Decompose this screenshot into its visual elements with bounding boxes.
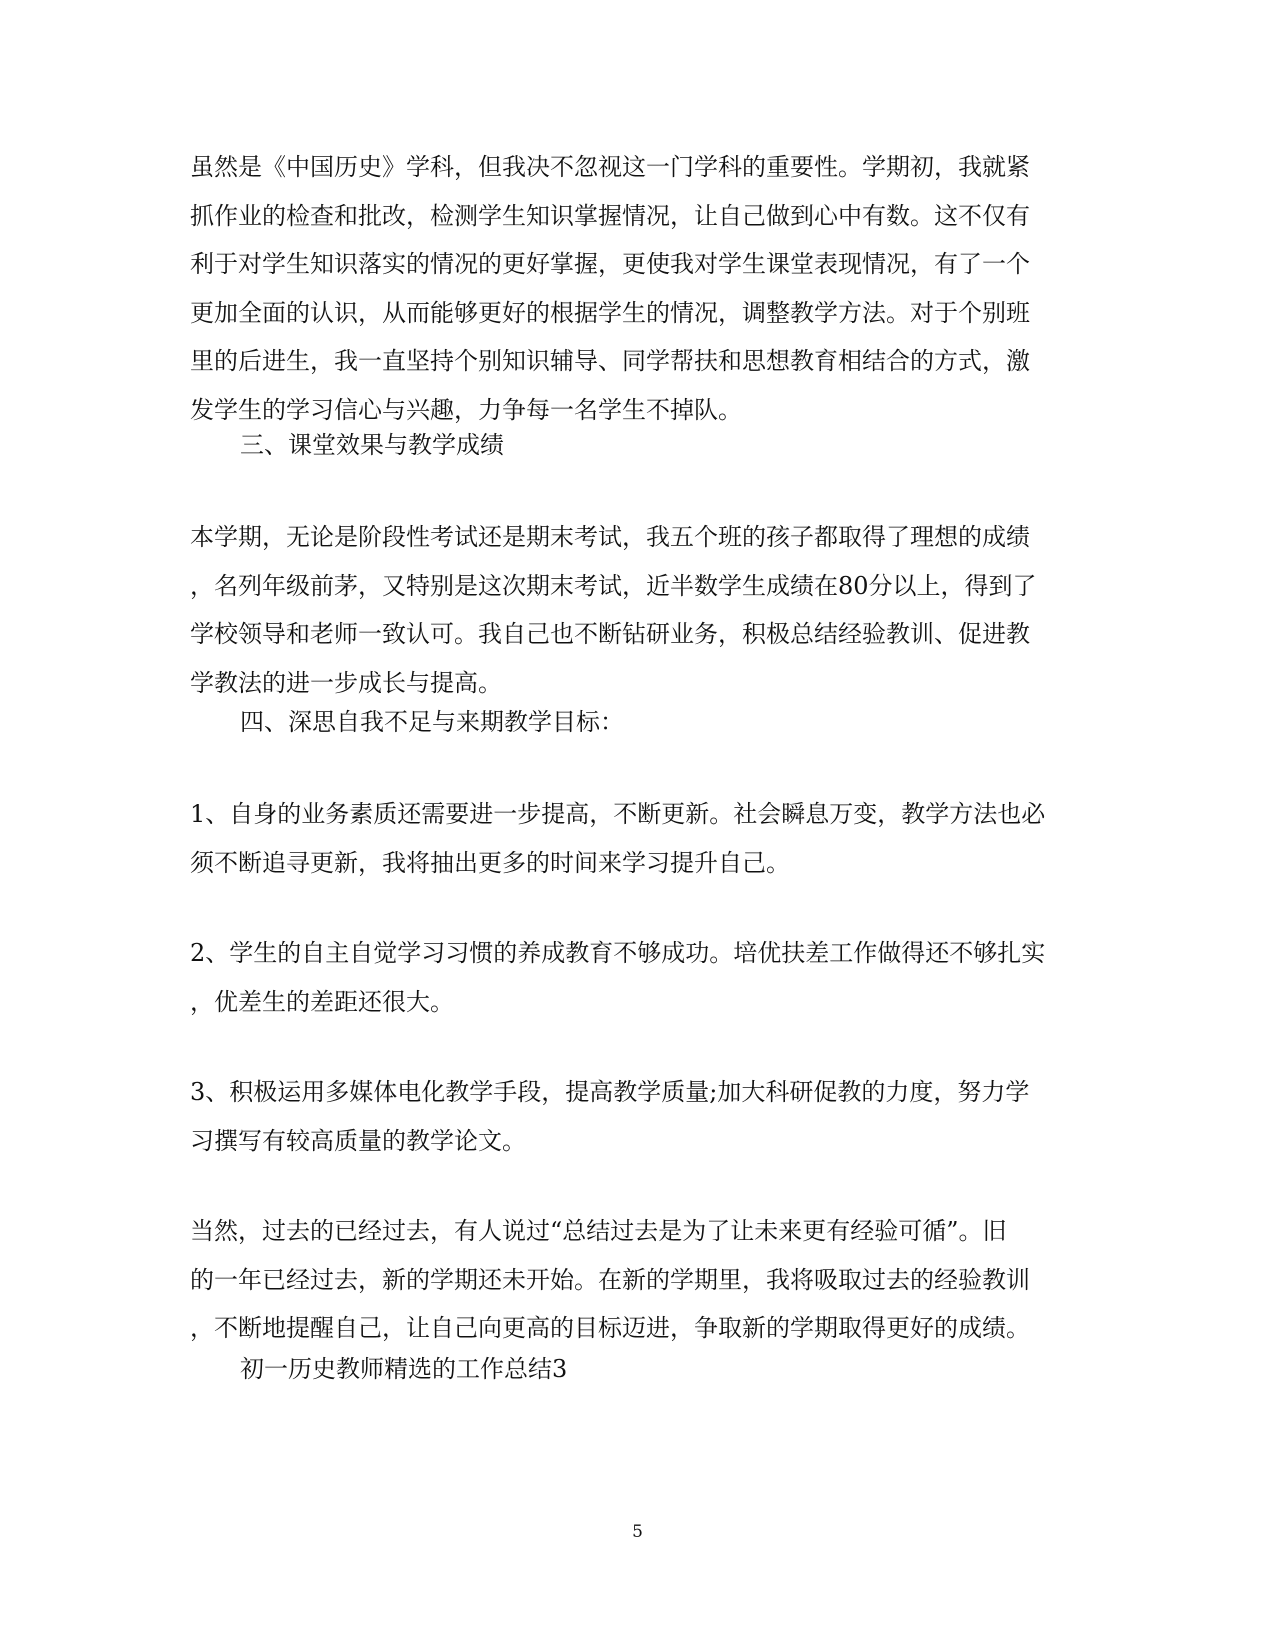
text-line: 本学期，无论是阶段性考试还是期末考试，我五个班的孩子都取得了理想的成绩 — [190, 523, 1030, 551]
text-line: 更加全面的认识，从而能够更好的根据学生的情况，调整教学方法。对于个别班 — [190, 298, 1030, 327]
text-line: 里的后进生，我一直坚持个别知识辅导、同学帮扶和思想教育相结合的方式，激 — [190, 347, 1030, 375]
text-line: 1、自身的业务素质还需要进一步提高，不断更新。社会瞬息万变，教学方法也必 — [190, 800, 1046, 828]
text-line: ，名列年级前茅，又特别是这次期末考试，近半数学生成绩在80分以上，得到了 — [190, 571, 1037, 600]
text-line: ，优差生的差距还很大。 — [190, 987, 454, 1016]
text-line: 的一年已经过去，新的学期还未开始。在新的学期里，我将吸取过去的经验教训 — [190, 1265, 1030, 1294]
paragraph-results — [190, 513, 1080, 707]
list-item-1 — [190, 790, 1080, 887]
list-item-3 — [190, 1068, 1080, 1165]
section-heading-3: 三、课堂效果与教学成绩 — [240, 431, 504, 459]
text-line: 3、积极运用多媒体电化教学手段，提高教学质量;加大科研促教的力度，努力学 — [190, 1078, 1030, 1106]
section-heading-4: 四、深思自我不足与来期教学目标： — [240, 708, 624, 736]
text-line: ，不断地提醒自己，让自己向更高的目标迈进，争取新的学期取得更好的成绩。 — [190, 1314, 1030, 1342]
text-line: 利于对学生知识落实的情况的更好掌握，更使我对学生课堂表现情况，有了一个 — [190, 250, 1030, 278]
text-line: 须不断追寻更新，我将抽出更多的时间来学习提升自己。 — [190, 848, 790, 877]
list-item-2 — [190, 929, 1080, 1026]
paragraph-homework — [190, 143, 1080, 434]
text-line: 发学生的学习信心与兴趣，力争每一名学生不掉队。 — [190, 395, 742, 424]
text-line: 当然，过去的已经过去，有人说过“总结过去是为了让未来更有经验可循”。旧 — [190, 1217, 1007, 1245]
next-section-title: 初一历史教师精选的工作总结3 — [240, 1355, 568, 1383]
text-line: 学教法的进一步成长与提高。 — [190, 668, 502, 697]
text-line: 习撰写有较高质量的教学论文。 — [190, 1126, 526, 1155]
text-line: 抓作业的检查和批改，检测学生知识掌握情况，让自己做到心中有数。这不仅有 — [190, 201, 1030, 230]
text-line: 虽然是《中国历史》学科，但我决不忽视这一门学科的重要性。学期初，我就紧 — [190, 153, 1030, 181]
text-line: 学校领导和老师一致认可。我自己也不断钻研业务，积极总结经验教训、促进教 — [190, 620, 1030, 648]
text-line: 2、学生的自主自觉学习习惯的养成教育不够成功。培优扶差工作做得还不够扎实 — [190, 939, 1046, 967]
page-number: 5 — [632, 1522, 643, 1542]
paragraph-conclusion — [190, 1207, 1080, 1353]
